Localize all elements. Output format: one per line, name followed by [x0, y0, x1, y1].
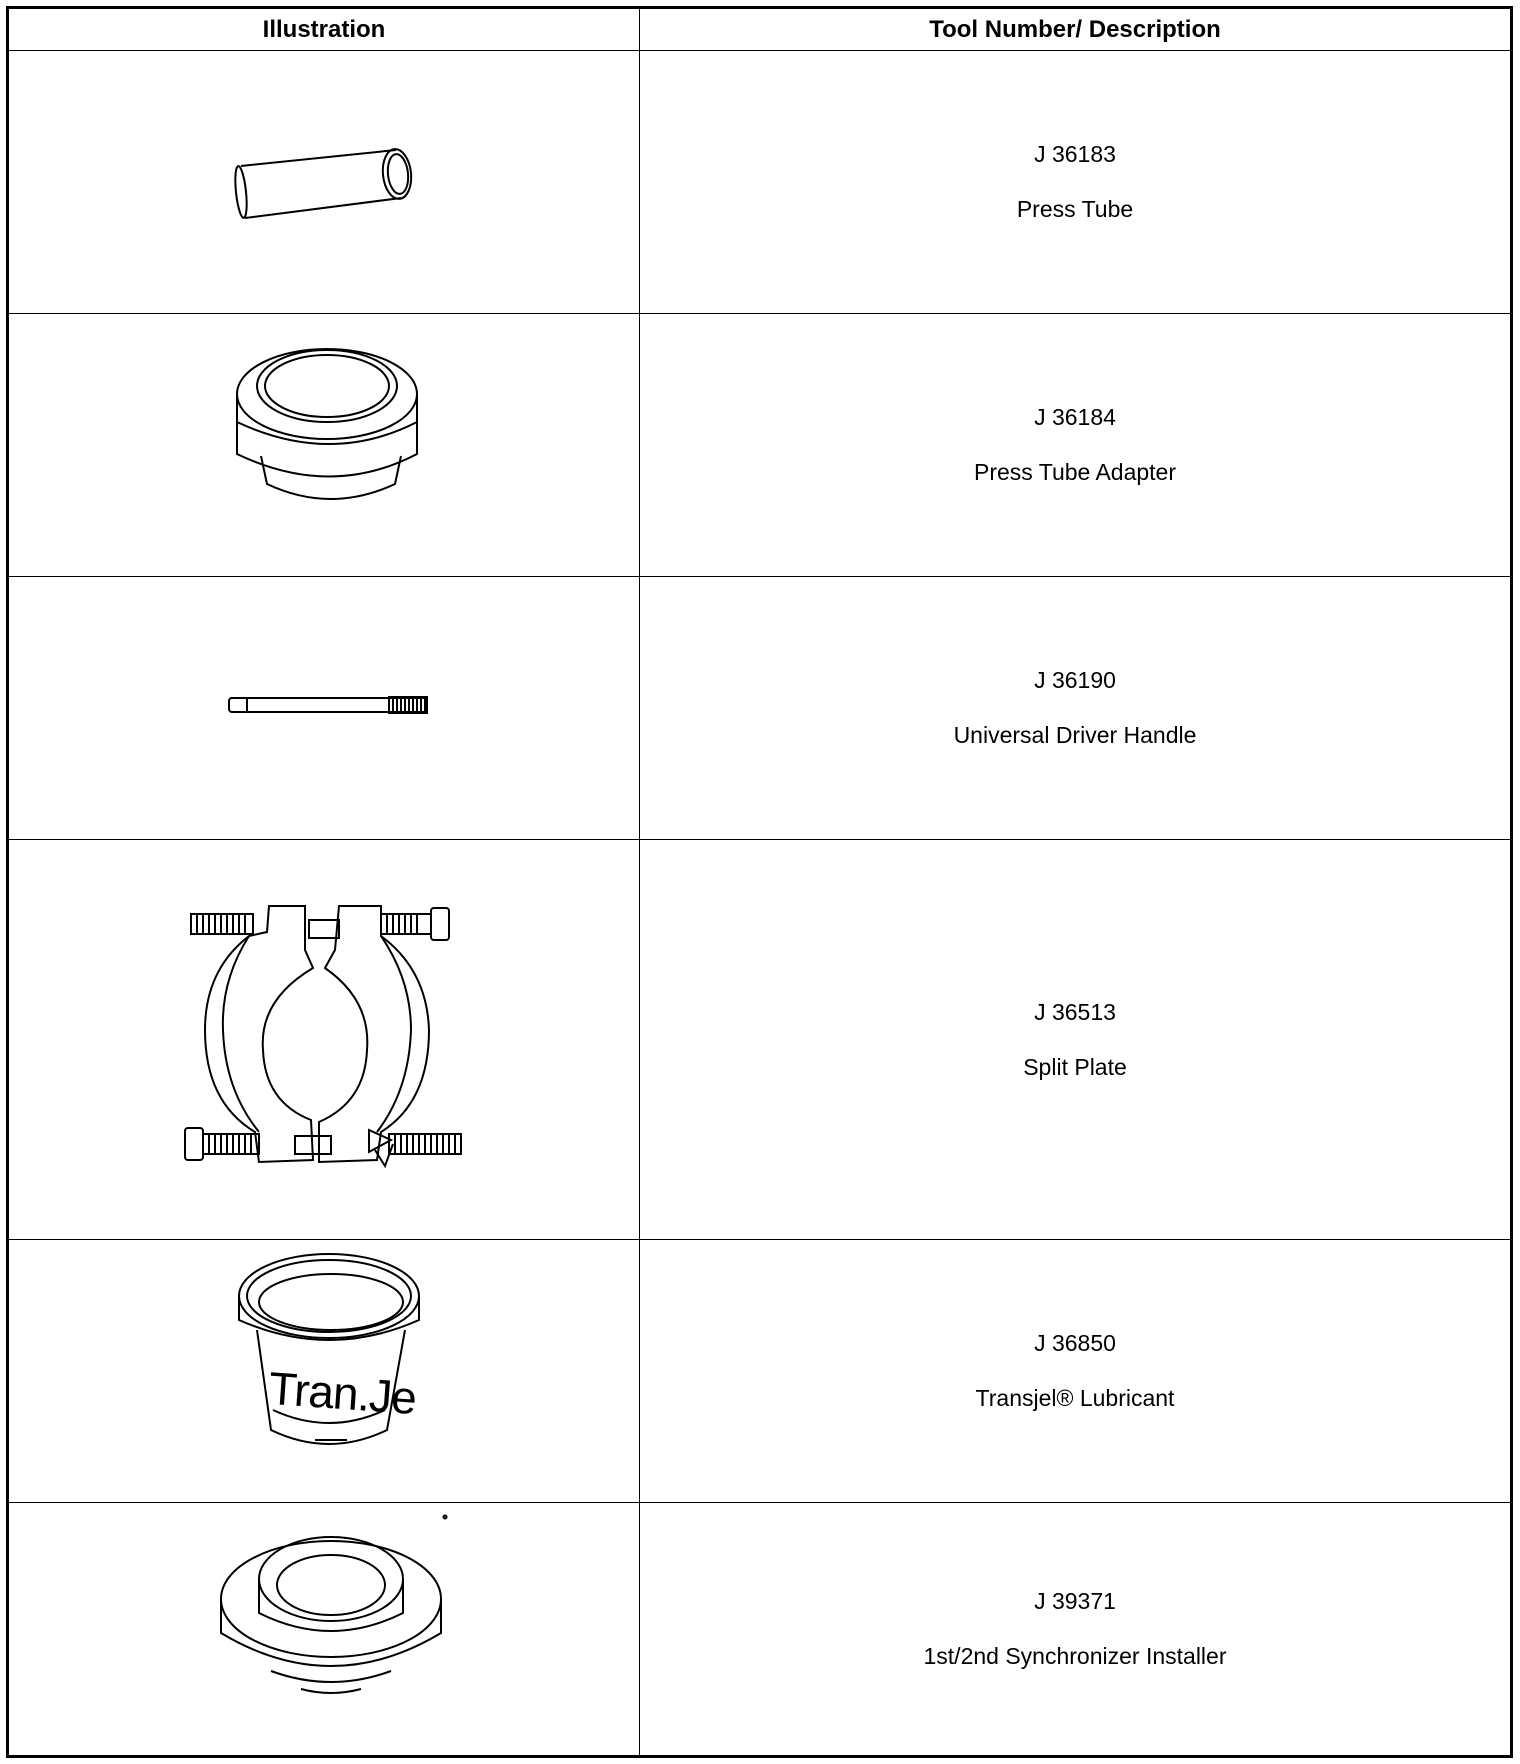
- tool-description: Universal Driver Handle: [953, 722, 1197, 748]
- tool-number: J 36184: [1034, 404, 1116, 430]
- illustration-cell: [9, 51, 639, 313]
- split-plate-icon: [9, 840, 639, 1240]
- illustration-cell: [9, 1240, 639, 1502]
- jar-lettering: Tran.Je: [267, 1361, 418, 1425]
- table-row: [9, 51, 1510, 314]
- description-cell: [640, 1503, 1510, 1755]
- illustration-cell: [9, 314, 639, 576]
- illustration-cell: [9, 1503, 639, 1755]
- special-tools-table: [6, 6, 1513, 1758]
- tool-description: Press Tube: [1016, 196, 1134, 222]
- tool-description: 1st/2nd Synchronizer Installer: [923, 1643, 1227, 1669]
- description-cell: [640, 577, 1510, 839]
- tool-number: J 36513: [1034, 998, 1116, 1025]
- illustration-cell: [9, 840, 639, 1239]
- description-cell: [640, 1240, 1510, 1502]
- table-row: [9, 314, 1510, 577]
- table-row: [9, 1240, 1510, 1503]
- tool-description: Press Tube Adapter: [973, 459, 1176, 485]
- table-row: [9, 577, 1510, 840]
- driver-handle-icon: [9, 577, 639, 840]
- description-column-header: Tool Number/ Description: [929, 16, 1221, 43]
- tool-number: J 36850: [1034, 1330, 1116, 1356]
- table-row: [9, 840, 1510, 1240]
- tool-number: J 36183: [1034, 141, 1116, 167]
- press-tube-adapter-icon: [9, 314, 639, 577]
- description-cell: [640, 840, 1510, 1239]
- tool-description: Split Plate: [1023, 1053, 1127, 1080]
- tool-number: J 39371: [1034, 1588, 1116, 1614]
- illustration-column-header: Illustration: [262, 16, 386, 43]
- synchronizer-installer-icon: [9, 1503, 639, 1755]
- lubricant-jar-icon: [9, 1240, 639, 1503]
- table-header-row: [9, 9, 1510, 51]
- illustration-cell: [9, 577, 639, 839]
- press-tube-icon: [9, 51, 639, 314]
- description-cell: [640, 51, 1510, 313]
- tool-number: J 36190: [1034, 667, 1116, 693]
- tool-description: Transjel® Lubricant: [975, 1385, 1175, 1411]
- description-cell: [640, 314, 1510, 576]
- table-row: [9, 1503, 1510, 1755]
- column-divider: [639, 9, 640, 1755]
